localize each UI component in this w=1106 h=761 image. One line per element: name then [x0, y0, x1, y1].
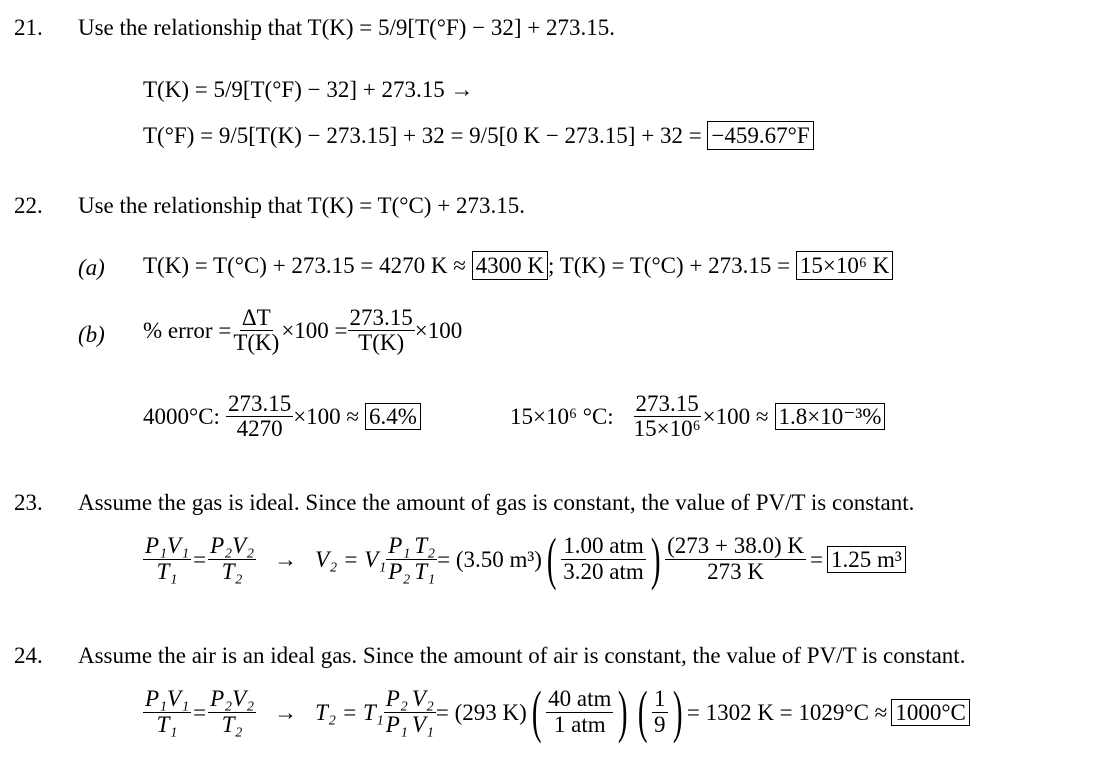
right-paren: )	[650, 526, 661, 591]
problem-22b-label: (b)	[78, 322, 105, 347]
problem-22-intro: Use the relationship that T(K) = T(°C) + 273.15.	[78, 193, 525, 218]
problem-21-step-1: T(K) = 5/9[T(°F) − 32] + 273.15 →	[143, 77, 474, 102]
problem-21-intro: Use the relationship that T(K) = 5/9[T(°F) − 32] + 273.15.	[78, 15, 615, 40]
temperature-value-fraction	[665, 534, 806, 583]
initial-temperature: = (293 K)	[435, 699, 527, 725]
problem-21-step-2	[143, 124, 814, 147]
fraction-numerator: 1	[654, 686, 666, 712]
equals-sign: =	[193, 546, 207, 572]
fraction-numerator: V₂	[411, 686, 434, 712]
fraction-numerator: P₂	[385, 686, 408, 712]
problem-24-number: 24.	[14, 643, 43, 668]
problem-22a-answer-2-box: 15×10⁶ K	[796, 251, 893, 280]
offset-fraction	[348, 306, 415, 355]
fraction-denominator: T₁	[156, 558, 178, 584]
problem-22-number: 22.	[14, 193, 43, 218]
fraction-numerator: 273.15	[227, 391, 292, 416]
pressure-ratio	[386, 534, 412, 583]
problem-24-intro: Assume the air is an ideal gas. Since the amount of air is constant, the value of PV/T is constant.	[78, 643, 966, 668]
fraction-denominator: 15×10⁶	[633, 416, 701, 442]
fraction-numerator: ΔT	[241, 305, 271, 330]
initial-state-fraction	[143, 534, 191, 583]
case-2-fraction	[632, 392, 703, 441]
fraction-denominator: 273 K	[707, 558, 765, 584]
fraction-numerator: (273 + 38.0) K	[667, 533, 805, 559]
fraction-denominator: T₁	[156, 711, 178, 737]
problem-24-answer-box: 1000°C	[891, 699, 970, 726]
left-paren: (	[546, 526, 557, 591]
times-100: ×100	[414, 318, 463, 344]
problem-23-answer-box: 1.25 m³	[827, 546, 906, 573]
fraction-numerator: P₁V₁	[145, 533, 190, 559]
volume-value-fraction	[652, 687, 668, 736]
pressure-value-fraction	[561, 534, 646, 583]
case-1-times: ×100 ≈	[293, 404, 360, 430]
fraction-numerator: 40 atm	[548, 686, 612, 712]
fraction-denominator: T(K)	[358, 330, 405, 356]
problem-24-equation	[143, 679, 970, 744]
case-1-label: 4000°C:	[143, 404, 220, 430]
result-expression: = 1302 K = 1029°C ≈	[686, 699, 888, 725]
fraction-numerator: 273.15	[635, 391, 699, 416]
pressure-ratio	[384, 687, 410, 736]
arrow: →	[274, 699, 298, 725]
fraction-numerator: T₂	[414, 533, 436, 559]
problem-22a-answer-1-box: 4300 K	[472, 251, 548, 280]
case-1-fraction	[226, 392, 293, 441]
problem-21-number: 21.	[14, 15, 43, 40]
fraction-numerator: 1.00 atm	[563, 533, 644, 559]
initial-state-fraction	[143, 687, 191, 736]
right-paren: )	[618, 679, 628, 744]
fraction-denominator: 1 atm	[553, 711, 606, 737]
v2-expression: V₂ = V₁	[315, 546, 387, 572]
problem-23-intro: Assume the gas is ideal. Since the amount of gas is constant, the value of PV/T is constant.	[78, 490, 915, 515]
problem-21-answer-box: −459.67°F	[707, 121, 813, 150]
problem-21-step-2-expression: T(°F) = 9/5[T(K) − 273.15] + 32 = 9/5[0 K − 273.15] + 32 =	[143, 123, 702, 148]
fraction-numerator: P₂V₂	[210, 686, 255, 712]
fraction-denominator: T₂	[221, 711, 243, 737]
problem-23-equation	[143, 526, 906, 591]
left-paren: (	[531, 679, 542, 744]
percent-error-label: % error =	[143, 318, 232, 344]
problem-22a-line	[143, 254, 893, 277]
case-1-answer-box: 6.4%	[365, 403, 421, 430]
left-paren: (	[637, 679, 648, 744]
problem-23-number: 23.	[14, 490, 43, 515]
fraction-denominator: T₁	[414, 558, 436, 584]
equals-sign: =	[810, 546, 824, 572]
fraction-denominator: P₂	[388, 558, 411, 584]
fraction-denominator: V₁	[411, 711, 434, 737]
fraction-denominator: 3.20 atm	[563, 558, 644, 584]
fraction-numerator: P₂V₂	[210, 533, 255, 559]
fraction-numerator: P₁	[388, 533, 411, 559]
fraction-denominator: 9	[654, 711, 666, 737]
fraction-denominator: 4270	[236, 416, 283, 442]
fraction-numerator: 273.15	[349, 305, 413, 330]
problem-22a-expression-2: ; T(K) = T(°C) + 273.15 =	[548, 253, 791, 278]
temperature-ratio	[412, 534, 437, 583]
volume-ratio	[410, 687, 436, 736]
case-2-times: ×100 ≈	[702, 404, 769, 430]
delta-t-fraction	[231, 306, 281, 355]
problem-22a-expression-1: T(K) = T(°C) + 273.15 = 4270 K ≈	[143, 253, 466, 278]
final-state-fraction	[208, 687, 256, 736]
final-state-fraction	[208, 534, 256, 583]
problem-22b-case-1	[143, 392, 421, 441]
problem-22a-label: (a)	[78, 255, 105, 280]
pressure-value-fraction	[546, 687, 613, 736]
times-100-equals: ×100 =	[281, 318, 348, 344]
case-2-answer-box: 1.8×10⁻³%	[775, 403, 886, 430]
fraction-numerator: P₁V₁	[145, 686, 190, 712]
initial-volume: = (3.50 m³)	[437, 546, 542, 572]
case-2-label: 15×10⁶ °C:	[510, 404, 614, 430]
right-paren: )	[672, 679, 683, 744]
problem-22b-line	[143, 306, 462, 355]
problem-22b-case-2	[510, 392, 885, 441]
fraction-denominator: T₂	[221, 558, 243, 584]
arrow: →	[274, 546, 298, 572]
fraction-denominator: T(K)	[233, 330, 280, 356]
t2-expression: T₂ = T₁	[315, 699, 384, 725]
equals-sign: =	[193, 699, 207, 725]
fraction-denominator: P₁	[385, 711, 408, 737]
